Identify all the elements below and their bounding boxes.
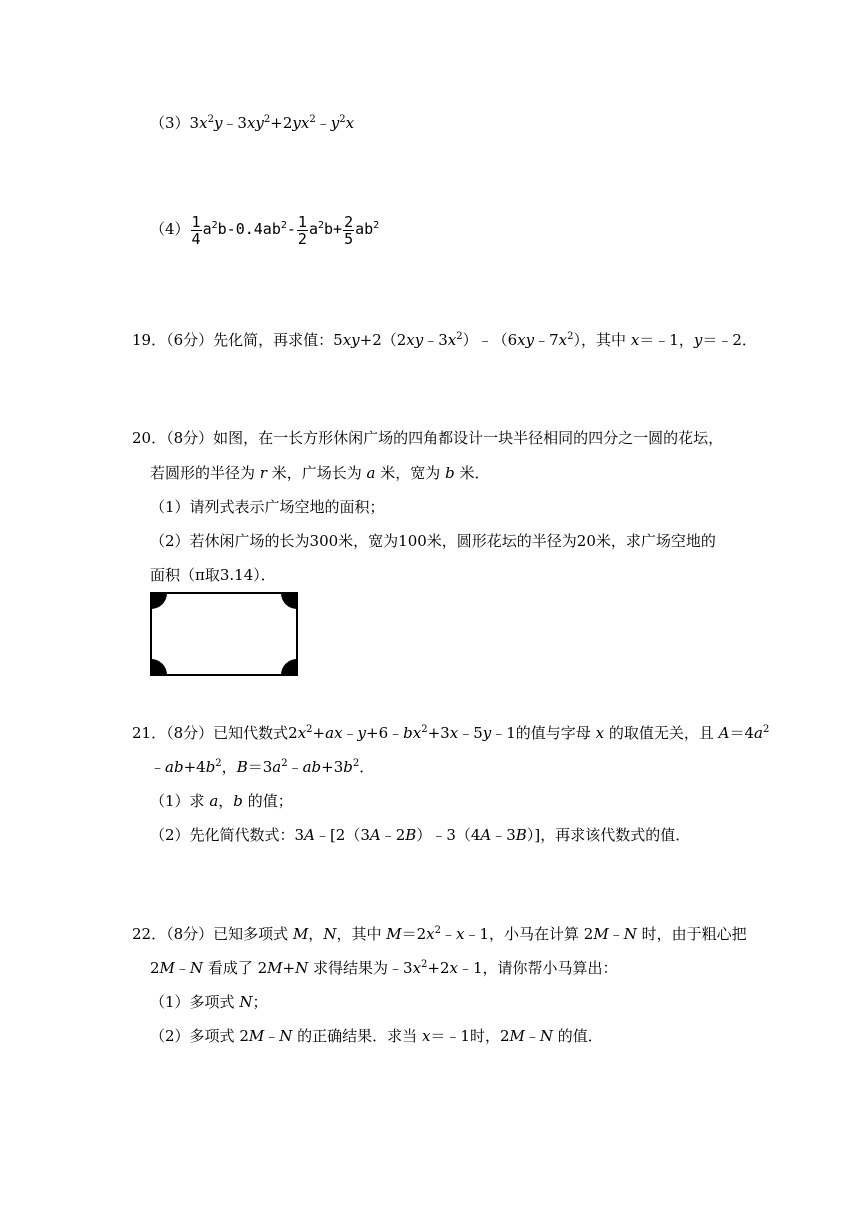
q18-part3: $(3)3x^2y﹣3xy^2+2yx^2﹣y^2x$ bbox=[150, 114, 355, 132]
fraction-one-half: $\frac{1}{2}$ bbox=[297, 212, 307, 248]
question-19: 19．（6分）先化简，再求值：$5xy+2(2xy﹣3x^2)﹣(6xy﹣7x^2)$，其中 x＝﹣1，y＝﹣2． bbox=[132, 331, 757, 349]
question-20-sub1: （1）请列式表示广场空地的面积； bbox=[150, 498, 385, 516]
question-22-sub1: （1）多项式 N； bbox=[150, 993, 268, 1011]
question-20-sub2: （2）若休闲广场的长为300米，宽为100米，圆形花坛的半径为20米，求广场空地的 bbox=[150, 532, 716, 550]
plaza-figure bbox=[150, 592, 300, 678]
question-20-sub2-cont: 面积（π取3.14）． bbox=[150, 566, 276, 584]
question-21-line2: $﹣ab+4b^2$，$B=3a^2﹣ab+3b^2$． bbox=[150, 758, 375, 776]
question-22: 22．（8分）已知多项式 M，N，其中 $M=2x^2﹣x﹣1$，小马在计算 2M﹣N 时，由于粗心把 bbox=[132, 925, 747, 943]
plaza-rectangle bbox=[151, 593, 297, 675]
question-21-sub1: （1）求 a，b 的值； bbox=[150, 792, 293, 810]
question-21: 21．（8分）已知代数式$2x^2+ax﹣y+6﹣bx^2+3x﹣5y﹣1$的值与字母 x 的取值无关，且 $A=4a^2$ bbox=[132, 724, 770, 742]
q18-3-expression: $3x^2y﹣3xy^2+2yx^2﹣y^2x$ bbox=[189, 114, 355, 132]
q18-part4: （4） $\frac{1}{4}$ $a^2b-0.4ab^2-$ $\frac{1}{2}$ $a^2b+$ $\frac{2}{5}$ $ab^2$ bbox=[150, 212, 380, 248]
question-20-line2: 若圆形的半径为 r 米，广场长为 a 米，宽为 b 米． bbox=[150, 464, 490, 482]
question-20: 20．（8分）如图，在一长方形休闲广场的四角都设计一块半径相同的四分之一圆的花坛， bbox=[132, 429, 724, 447]
question-22-sub2: （2）多项式 2M﹣N 的正确结果．求当 x＝﹣1时，2M﹣N 的值． bbox=[150, 1027, 603, 1045]
fraction-one-quarter: $\frac{1}{4}$ bbox=[191, 212, 201, 248]
question-22-line2: 2M﹣N 看成了 2M+N 求得结果为$﹣3x^2+2x﹣1$，请你帮小马算出： bbox=[150, 959, 618, 977]
question-21-sub2: （2）先化简代数式：3A﹣[2（3A﹣2B）﹣3（4A﹣3B）]，再求该代数式的值． bbox=[150, 826, 691, 844]
fraction-two-fifths: $\frac{2}{5}$ bbox=[344, 212, 354, 248]
